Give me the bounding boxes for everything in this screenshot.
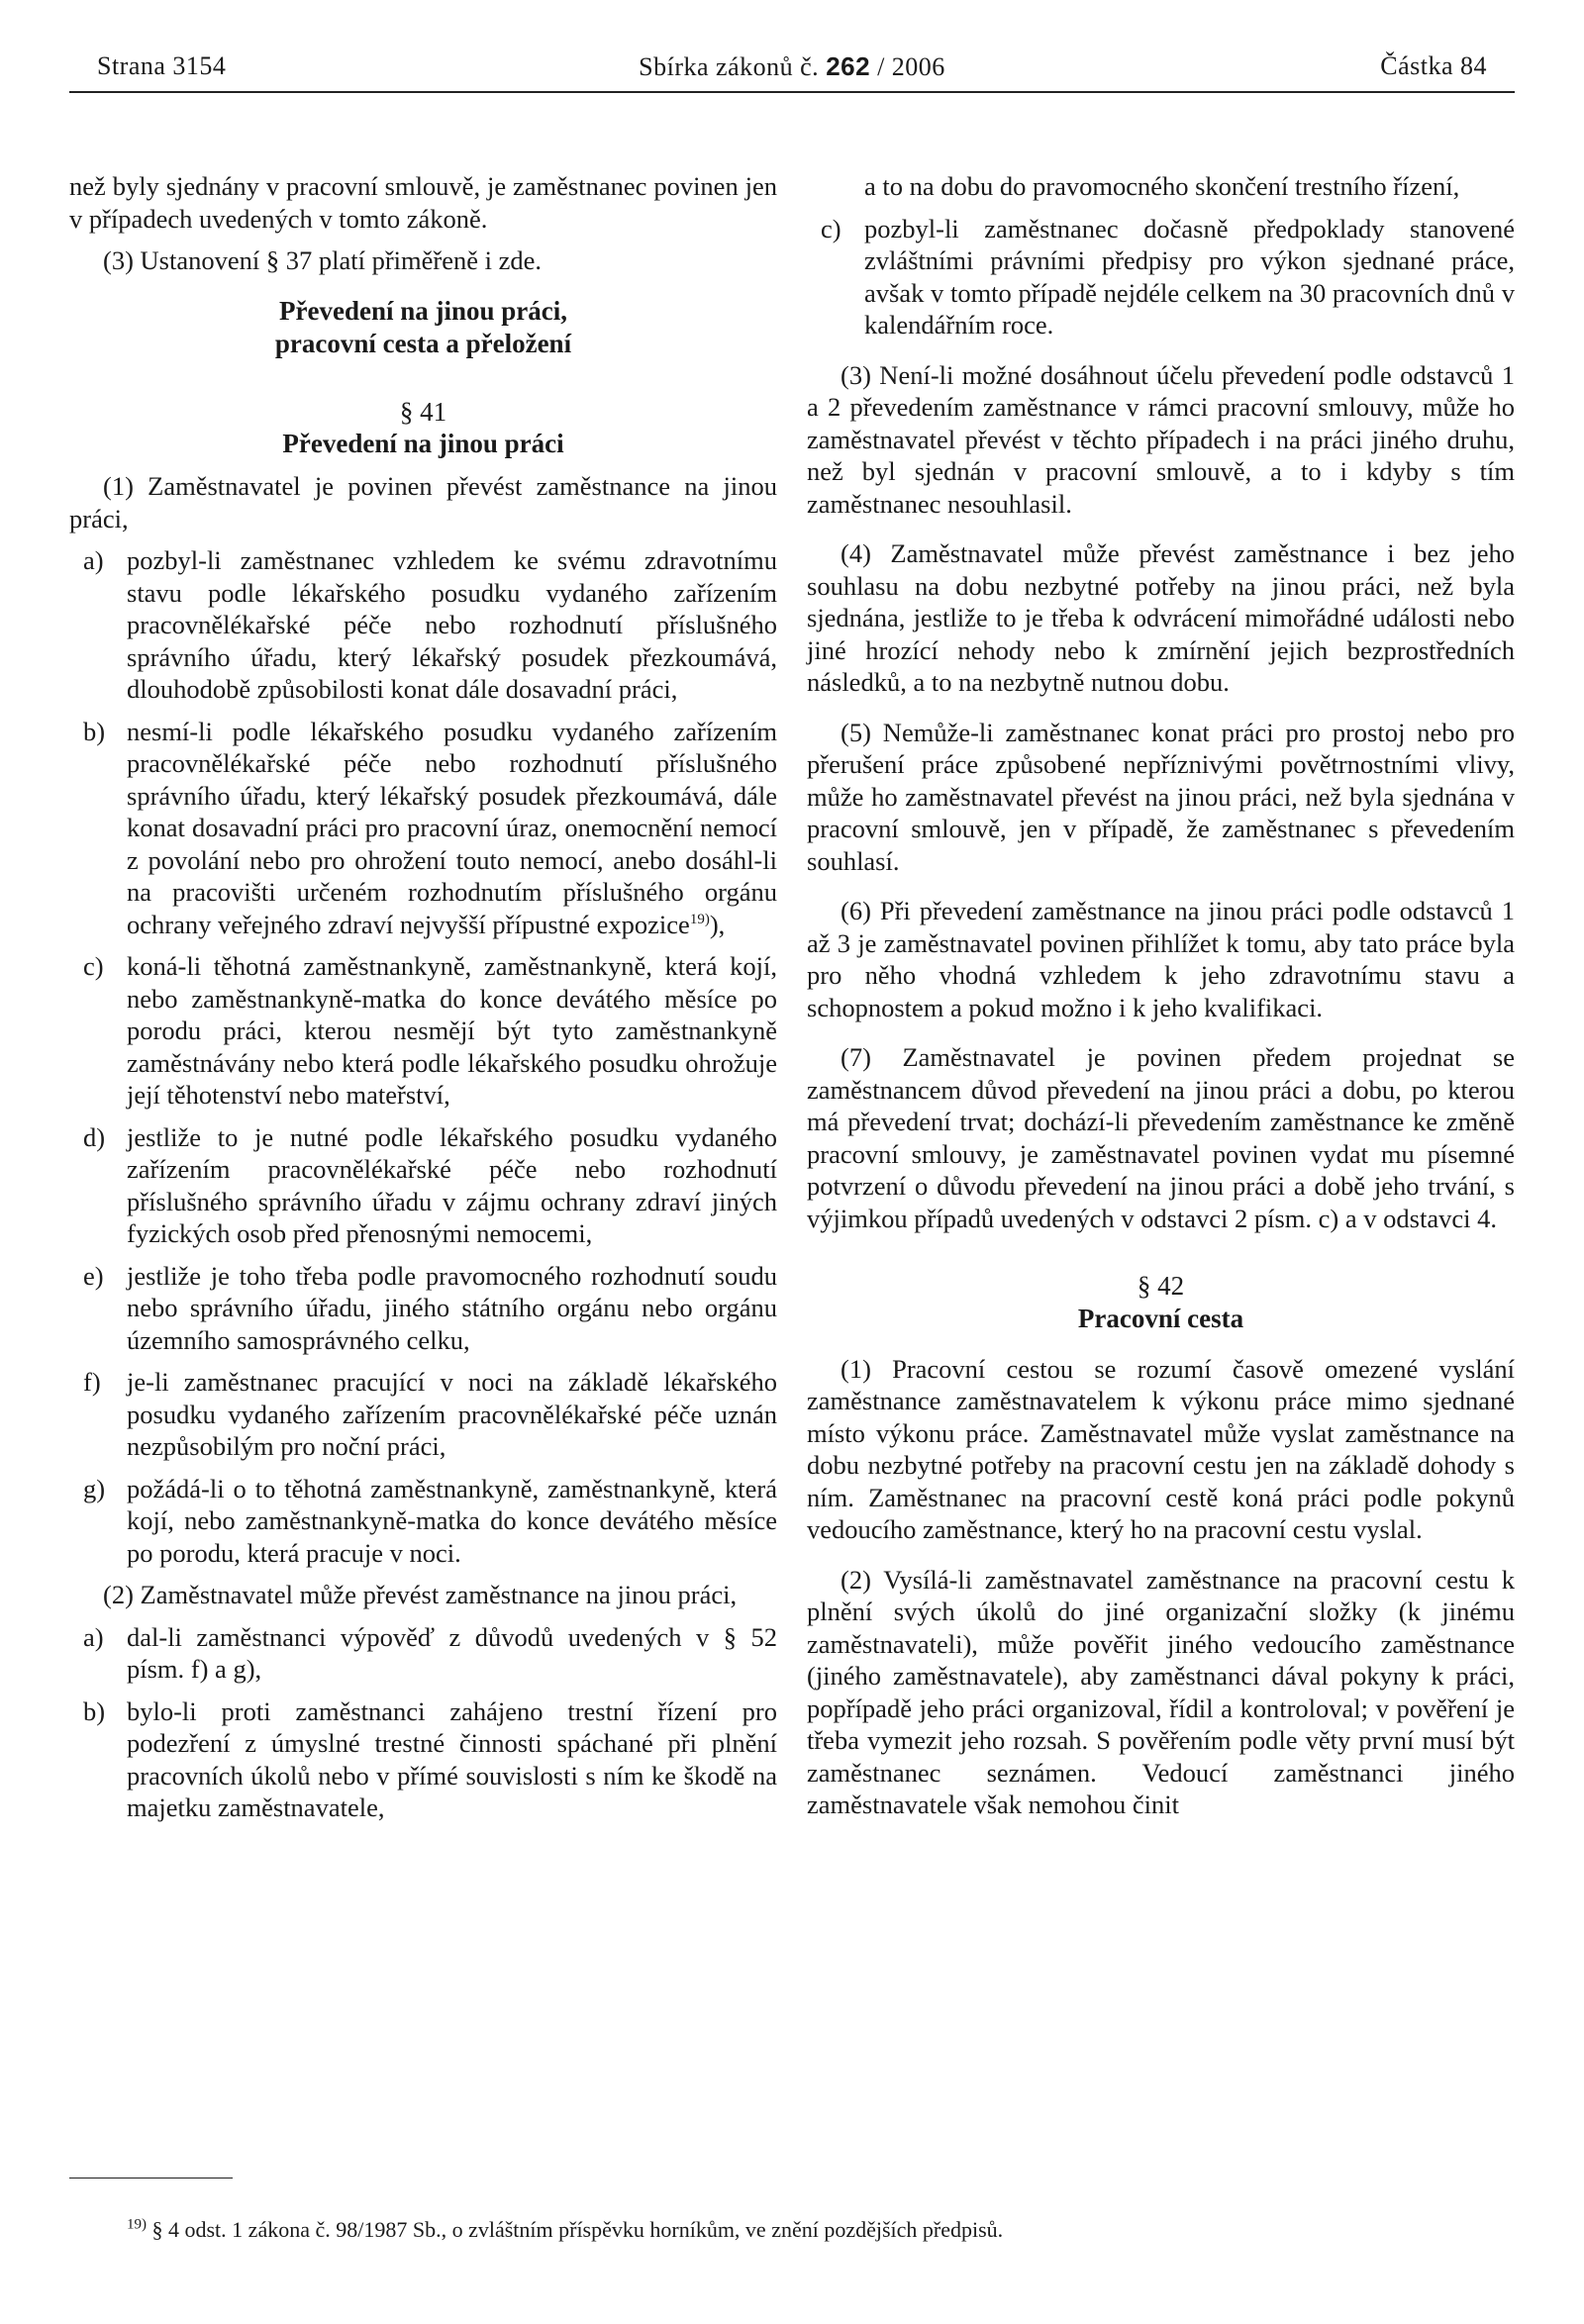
list-item: a) dal-li zaměstnanci výpověď z důvodů uvedených v § 52 písm. f) a g), [83, 1621, 777, 1684]
list-item: b) nesmí-li podle lékařského posudku vydaného zařízením pracovnělékařské péče nebo rozhodnutí příslušného správního úřadu, který lékařský posudek přezkoumává, dále konat dosavadní práci pro pracovní úraz, onemocnění nemocí z povolání nebo pro ohrožení touto nemocí, anebo dosáhl-li na pracovišti určeném rozhodnutím příslušného orgánu ochrany veřejného zdraví nejvyšší přípustné expozice$^{19)}$), [83, 716, 777, 939]
left-paragraph-1: (1) Zaměstnavatel je povinen převést zaměstnance na jinou práci, [69, 471, 777, 533]
left-column [69, 170, 777, 1824]
page-number: Strana 3154 [97, 51, 227, 80]
footnote-text: § 4 odst. 1 zákona č. 98/1987 Sb., o zvláštním příspěvku horníkům, ve znění pozdějších předpisů. [151, 2217, 1004, 2242]
right-paragraph-7: (7) Zaměstnavatel je povinen předem projednat se zaměstnancem důvod převedení na jinou práci a dobu, po kterou má převedení trvat; dochází-li převedením zaměstnance ke změně pracovní smlouvy, je zaměstnavatel povinen vydat mu písemné potvrzení o důvodu převedení na jinou práci a době jeho trvání, s výjimkou případů uvedených v odstavci 2 písm. c) a v odstavci 4. [807, 1042, 1515, 1233]
right-paragraph-3: (3) Není-li možné dosáhnout účelu převedení podle odstavců 1 a 2 převedením zaměstnance v rámci pracovní smlouvy, může ho zaměstnavatel převést v těchto případech i na práci jiného druhu, než byl sjednán v pracovní smlouvě, a to i kdyby s tím zaměstnanec nesouhlasil. [807, 359, 1515, 519]
law-number: 262 [826, 51, 871, 81]
collection-prefix: Sbírka zákonů č. [639, 52, 820, 81]
paragraph-title-41: Převedení na jinou práci [282, 429, 564, 458]
right-paragraph-5: (5) Nemůže-li zaměstnanec konat práci pro prostoj nebo pro přerušení práce způsobené nepříznivými povětrnostními vlivy, může ho zaměstnavatel převést na jinou práci, než byla sjednána v pracovní smlouvě, jen v případě, že zaměstnanec s převedením souhlasí. [807, 717, 1515, 876]
list-item: c) pozbyl-li zaměstnanec dočasně předpoklady stanovené zvláštními právními předpisy pro výkon sjednané práce, avšak v tomto případě nejdéle celkem na 30 pracovních dnů v kalendářním roce. [821, 213, 1515, 339]
list-item: f) je-li zaměstnanec pracující v noci na základě lékařského posudku vydaného zařízením pracovnělékařské péče uznán nezpůsobilým pro noční práci, [83, 1367, 777, 1461]
footnote-mark: 19) [127, 2216, 147, 2233]
paragraph-title-42: Pracovní cesta [1077, 1303, 1244, 1333]
list-item: d) jestliže to je nutné podle lékařského posudku vydaného zařízením pracovnělékařské péče nebo rozhodnutí příslušného správního úřadu v zájmu ochrany zdraví jiných fyzických osob před přenosnými nemocemi, [83, 1121, 777, 1248]
continued-item-b: a to na dobu do pravomocného skončení trestního řízení, [864, 171, 1460, 201]
issue-number: Částka 84 [1380, 51, 1487, 80]
page-header [69, 51, 1515, 89]
paragraph-number-41: § 41 [399, 396, 447, 427]
collection-title [69, 51, 1515, 82]
collection-year: / 2006 [877, 52, 945, 81]
list-item: a) pozbyl-li zaměstnanec vzhledem ke svému zdravotnímu stavu podle lékařského posudku vydaného zařízením pracovnělékařské péče nebo rozhodnutí příslušného správního úřadu, který lékařský posudek přezkoumává, dlouhodobě způsobilosti konat dále dosavadní práci, [83, 545, 777, 704]
right-paragraph-q2: (2) Vysílá-li zaměstnavatel zaměstnance na pracovní cestu k plnění svých úkolů do jiné organizační složky (k jinému zaměstnavateli), může pověřit jiného vedoucího zaměstnance (jiného zaměstnavatele), aby zaměstnanci dával pokyny k práci, popřípadě jeho práci organizoval, řídil a kontroloval; v pověření je třeba vymezit jeho rozsah. S pověřením podle věty první musí být zaměstnanec seznámen. Vedoucí zaměstnanci jiného zaměstnavatele však nemohou činit [807, 1564, 1515, 1819]
left-paragraph-2: (2) Zaměstnavatel může převést zaměstnance na jinou práci, [103, 1580, 738, 1609]
left-paragraph-3: (3) Ustanovení § 37 platí přiměřeně i zde. [103, 245, 542, 275]
list-item: g) požádá-li o to těhotná zaměstnankyně, zaměstnankyně, která kojí, nebo zaměstnankyně-matka do konce devátého měsíce po porodu, která pracuje v noci. [83, 1473, 777, 1568]
list-item: b) bylo-li proti zaměstnanci zahájeno trestní řízení pro podezření z úmyslné trestné činnosti spáchané při plnění pracovních úkolů nebo v přímé souvislosti s ním ke škodě na majetku zaměstnavatele, [83, 1695, 777, 1822]
footnote-reference: 19) [689, 911, 710, 927]
section-heading-line-1: Převedení na jinou práci, [279, 295, 567, 326]
section-heading-line-2: pracovní cesta a přeložení [274, 328, 572, 358]
paragraph-number-42: § 42 [1137, 1271, 1185, 1301]
intro-paragraph: než byly sjednány v pracovní smlouvě, je zaměstnanec povinen jen v případech uvedených v tomto zákoně. [69, 171, 777, 234]
right-paragraph-6: (6) Při převedení zaměstnance na jinou práci podle odstavců 1 až 3 je zaměstnavatel povinen přihlížet k tomu, aby tato práce byla pro něho vhodná vzhledem k jeho zdravotnímu stavu a schopnostem a pokud možno i k jeho kvalifikaci. [807, 896, 1515, 1022]
right-paragraph-4: (4) Zaměstnavatel může převést zaměstnance i bez jeho souhlasu na dobu nezbytné potřeby na jinou práci, než byla sjednána, jestliže to je třeba k odvrácení mimořádné události nebo jiné hrozící nehody nebo k zmírnění jejich bezprostředních následků, a to na nezbytně nutnou dobu. [807, 538, 1515, 697]
list-item: e) jestliže je toho třeba podle pravomocného rozhodnutí soudu nebo správního úřadu, jiného státního orgánu nebo orgánu územního samosprávného celku, [83, 1260, 777, 1355]
list-item: c) koná-li těhotná zaměstnankyně, zaměstnankyně, která kojí, nebo zaměstnankyně-matka do konce devátého měsíce po porodu práci, kterou nesmějí být tyto zaměstnankyně zaměstnávány nebo která podle lékařského posudku ohrožuje její těhotenství nebo mateřství, [83, 951, 777, 1110]
right-column [807, 170, 1515, 1821]
footnote [127, 2217, 1414, 2243]
footnote-rule [69, 2178, 233, 2179]
right-paragraph-q1: (1) Pracovní cestou se rozumí časově omezené vyslání zaměstnance zaměstnavatelem k výkonu práce mimo sjednané místo výkonu práce. Zaměstnavatel může vyslat zaměstnance na dobu nezbytné potřeby na pracovní cestu jen na základě dohody s ním. Zaměstnanec na pracovní cestě koná práci podle pokynů vedoucího zaměstnance, který ho na pracovní cestu vyslal. [807, 1353, 1515, 1544]
header-rule [69, 91, 1515, 93]
